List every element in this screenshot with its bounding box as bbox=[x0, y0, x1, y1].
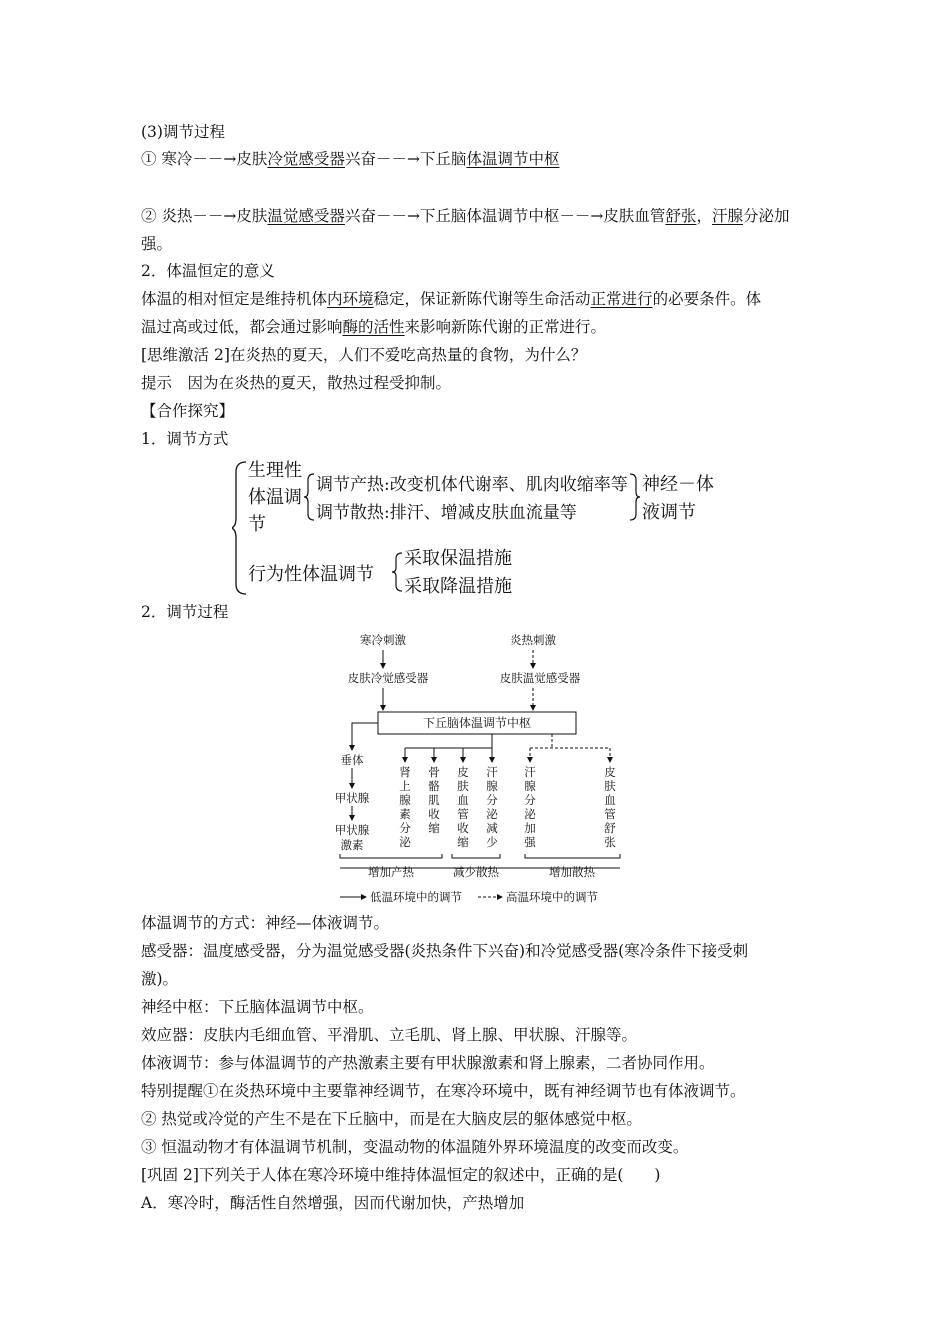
regulation-mode-brace-diagram bbox=[232, 458, 732, 600]
subheading-process: (3)调节过程 bbox=[141, 123, 225, 141]
pituitary: 垂体 bbox=[340, 753, 364, 767]
bracket-reduce bbox=[452, 854, 500, 858]
neuro-humoral-label-1: 神经－体 bbox=[642, 474, 714, 495]
brace-left-label-3: 节 bbox=[248, 514, 266, 535]
text-span: ② 炎热－－→皮肤 bbox=[141, 207, 268, 225]
special-reminder-1: 特别提醒①在炎热环境中主要靠神经调节，在寒冷环境中，既有神经调节也有体液调节。 bbox=[141, 1082, 746, 1100]
text-span: 分泌加 bbox=[742, 207, 790, 225]
group-reduce-heat-loss: 减少散热 bbox=[453, 865, 499, 879]
heading-regulation-mode: 1．调节方式 bbox=[141, 430, 229, 448]
thyroid-hormone-2: 激素 bbox=[340, 838, 364, 852]
heading-regulation-process: 2．调节过程 bbox=[141, 603, 229, 621]
thyroid-hormone-1: 甲状腺 bbox=[334, 823, 370, 837]
nerve-center-line: 神经中枢：下丘脑体温调节中枢。 bbox=[141, 998, 374, 1016]
inner-brace bbox=[304, 474, 314, 520]
text-span: 温过高或过低，都会通过影响 bbox=[141, 318, 343, 336]
effector-col4: 汗腺分泌减少 bbox=[486, 765, 498, 849]
significance-line-1 bbox=[141, 288, 761, 310]
text-span: 体温的相对恒定是维持机体 bbox=[141, 290, 328, 308]
underlined-term: 酶的活性 bbox=[342, 318, 405, 336]
outer-brace bbox=[232, 462, 246, 594]
behavior-brace bbox=[392, 553, 402, 591]
underlined-term: 冷觉感受器 bbox=[267, 150, 345, 168]
hot-stimulus: 炎热刺激 bbox=[510, 633, 556, 647]
cool-down-measure: 采取降温措施 bbox=[404, 576, 512, 597]
text-span: 兴奋－－→下丘脑 bbox=[344, 150, 467, 168]
dissipate-heat-row: 调节散热:排汗、增减皮肤血流量等 bbox=[316, 503, 577, 523]
hot-process-line-cont: 强。 bbox=[141, 235, 173, 253]
cold-stimulus: 寒冷刺激 bbox=[360, 633, 406, 647]
text-span: ， bbox=[696, 207, 712, 225]
text-span: 兴奋－－→下丘脑体温调节中枢－－→皮肤血管 bbox=[344, 207, 666, 225]
thyroid: 甲状腺 bbox=[334, 791, 370, 805]
underlined-term: 汗腺 bbox=[711, 207, 743, 225]
receptor-line-cont: 激)。 bbox=[141, 970, 179, 988]
underlined-term: 内环境 bbox=[327, 290, 374, 308]
hot-process-line bbox=[141, 205, 789, 227]
legend-dashed-label: 高温环境中的调节 bbox=[506, 890, 598, 904]
behavioral-regulation-label: 行为性体温调节 bbox=[248, 564, 374, 585]
bracket-increase bbox=[525, 854, 620, 858]
arrow-pituitary bbox=[352, 723, 378, 750]
text-span: 的必要条件。体 bbox=[652, 290, 762, 308]
option-a: A．寒冷时，酶活性自然增强，因而代谢加快，产热增加 bbox=[141, 1194, 525, 1212]
effector-col3: 皮肤血管收缩 bbox=[457, 765, 469, 849]
keep-warm-measure: 采取保温措施 bbox=[404, 548, 512, 569]
brace-left-label-1: 生理性 bbox=[248, 460, 302, 481]
legend-solid-label: 低温环境中的调节 bbox=[370, 890, 462, 904]
cold-process-line bbox=[141, 148, 559, 170]
group-increase-heat-production: 增加产热 bbox=[368, 865, 414, 879]
underlined-term: 正常进行 bbox=[590, 290, 653, 308]
text-span: 稳定，保证新陈代谢等生命活动 bbox=[373, 290, 591, 308]
consolidation-question: [巩固 2]下列关于人体在寒冷环境中维持体温恒定的叙述中，正确的是( ) bbox=[141, 1166, 661, 1184]
text-span: ① 寒冷－－→皮肤 bbox=[141, 150, 268, 168]
hypothalamus-center-label: 下丘脑体温调节中枢 bbox=[422, 716, 532, 730]
group-increase-heat-loss: 增加散热 bbox=[549, 865, 595, 879]
heading-significance: 2．体温恒定的意义 bbox=[141, 262, 275, 280]
produce-heat-row: 调节产热:改变机体代谢率、肌肉收缩率等 bbox=[316, 475, 628, 495]
section-cooperative: 【合作探究】 bbox=[141, 402, 235, 420]
effector-columns bbox=[399, 765, 616, 849]
warm-receptor: 皮肤温觉感受器 bbox=[499, 671, 581, 685]
text-span: 来影响新陈代谢的正常进行。 bbox=[404, 318, 607, 336]
regulation-type-line: 体温调节的方式：神经—体液调节。 bbox=[141, 914, 390, 932]
thermoregulation-flowchart bbox=[330, 630, 630, 910]
underlined-term: 体温调节中枢 bbox=[466, 150, 560, 168]
brace-left-label-2: 体温调 bbox=[248, 487, 302, 508]
receptor-line: 感受器：温度感受器，分为温觉感受器(炎热条件下兴奋)和冷觉感受器(寒冷条件下接受刺 bbox=[141, 942, 749, 960]
humoral-line: 体液调节：参与体温调节的产热激素主要有甲状腺激素和肾上腺素，二者协同作用。 bbox=[141, 1054, 715, 1072]
right-brace bbox=[630, 474, 640, 520]
special-reminder-3: ③ 恒温动物才有体温调节机制，变温动物的体温随外界环境温度的改变而改变。 bbox=[141, 1138, 689, 1156]
effector-line: 效应器：皮肤内毛细血管、平滑肌、立毛肌、肾上腺、甲状腺、汗腺等。 bbox=[141, 1026, 638, 1044]
bracket-produce bbox=[340, 854, 442, 858]
effector-col5: 汗腺分泌加强 bbox=[524, 765, 536, 849]
special-reminder-2: ② 热觉或冷觉的产生不是在下丘脑中，而是在大脑皮层的躯体感觉中枢。 bbox=[141, 1110, 642, 1128]
hint-text: 提示 因为在炎热的夏天，散热过程受抑制。 bbox=[141, 374, 452, 392]
effector-col1: 肾上腺素分泌 bbox=[399, 765, 411, 849]
neuro-humoral-label-2: 液调节 bbox=[642, 502, 696, 523]
effector-col6: 皮肤血管舒张 bbox=[604, 765, 616, 849]
think-question: [思维激活 2]在炎热的夏天，人们不爱吃高热量的食物，为什么？ bbox=[141, 346, 587, 364]
underlined-term: 舒张 bbox=[665, 207, 697, 225]
cold-receptor: 皮肤冷觉感受器 bbox=[347, 671, 429, 685]
underlined-term: 温觉感受器 bbox=[267, 207, 345, 225]
significance-line-2 bbox=[141, 316, 606, 338]
effector-col2: 骨骼肌收缩 bbox=[428, 765, 440, 835]
